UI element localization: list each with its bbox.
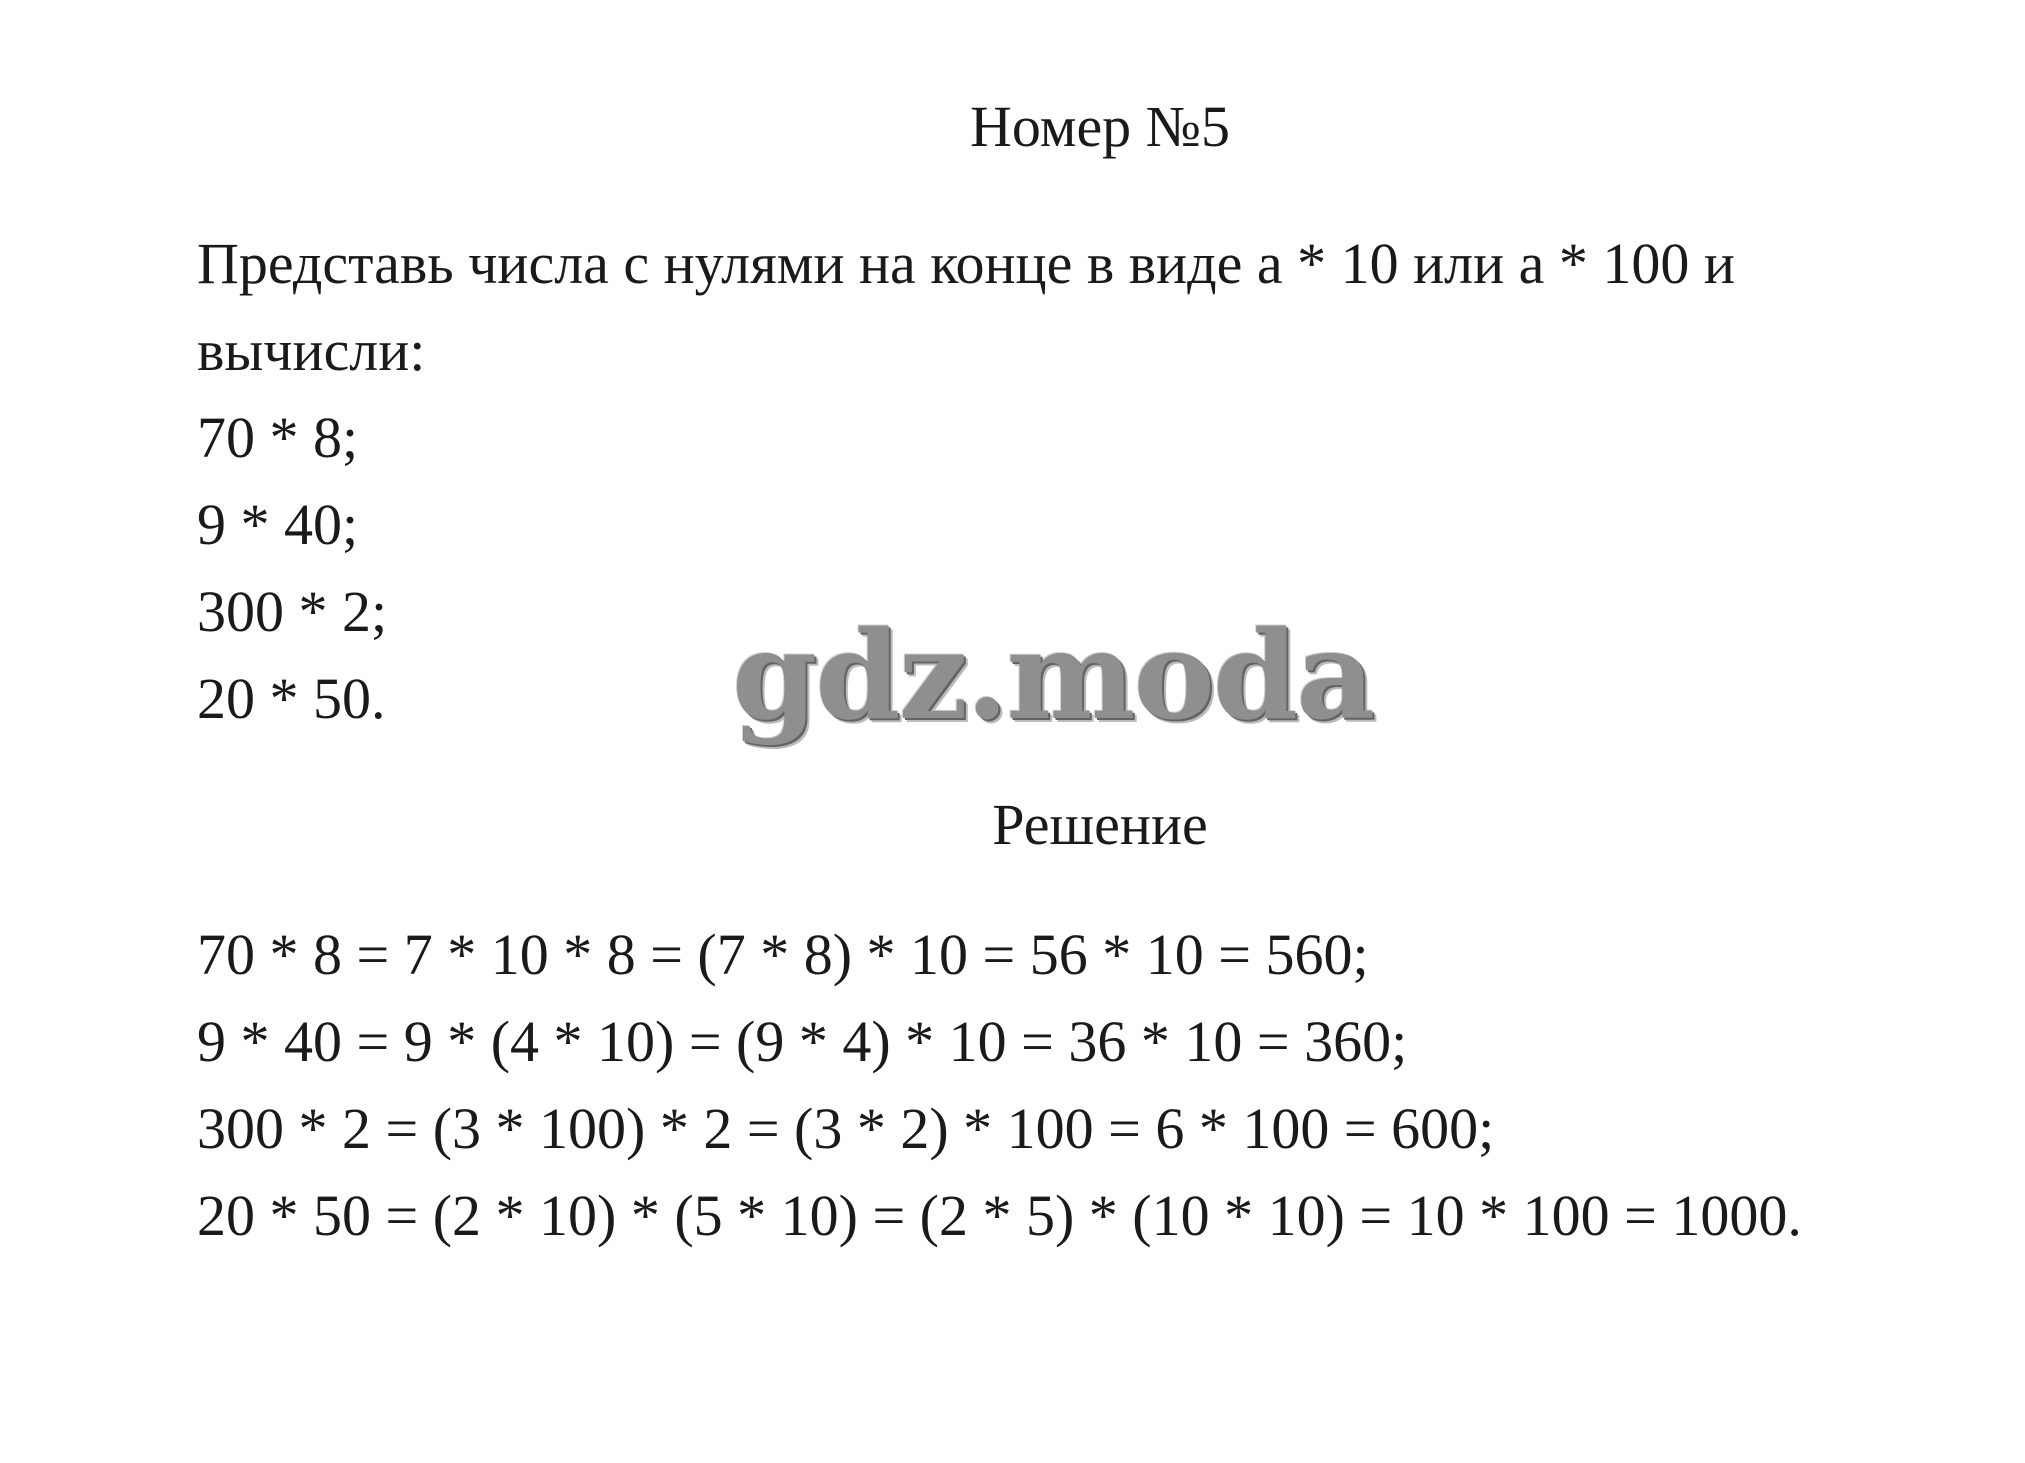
exercise-title: Номер №5: [969, 94, 1231, 159]
solution-line-1: 70 * 8 = 7 * 10 * 8 = (7 * 8) * 10 = 56 * 10 = 560;: [197, 922, 1369, 987]
task-statement-line-2: вычисли:: [197, 318, 426, 383]
solution-text: [197, 911, 1997, 1259]
task-expression-4: 20 * 50.: [197, 666, 386, 731]
task-statement-line-1: Представь числа с нулями на конце в виде а * 10 или а * 100 и: [197, 231, 1735, 296]
solution-heading: Решение: [992, 792, 1208, 857]
task-expression-1: 70 * 8;: [197, 405, 359, 470]
solution-line-3: 300 * 2 = (3 * 100) * 2 = (3 * 2) * 100 = 6 * 100 = 600;: [197, 1096, 1495, 1161]
solution-line-2: 9 * 40 = 9 * (4 * 10) = (9 * 4) * 10 = 36 * 10 = 360;: [197, 1009, 1408, 1074]
task-expression-2: 9 * 40;: [197, 492, 359, 557]
solution-line-4: 20 * 50 = (2 * 10) * (5 * 10) = (2 * 5) * (10 * 10) = 10 * 100 = 1000.: [197, 1183, 1802, 1248]
watermark-logo: gdz.moda: [732, 603, 1374, 747]
task-expression-3: 300 * 2;: [197, 579, 388, 644]
